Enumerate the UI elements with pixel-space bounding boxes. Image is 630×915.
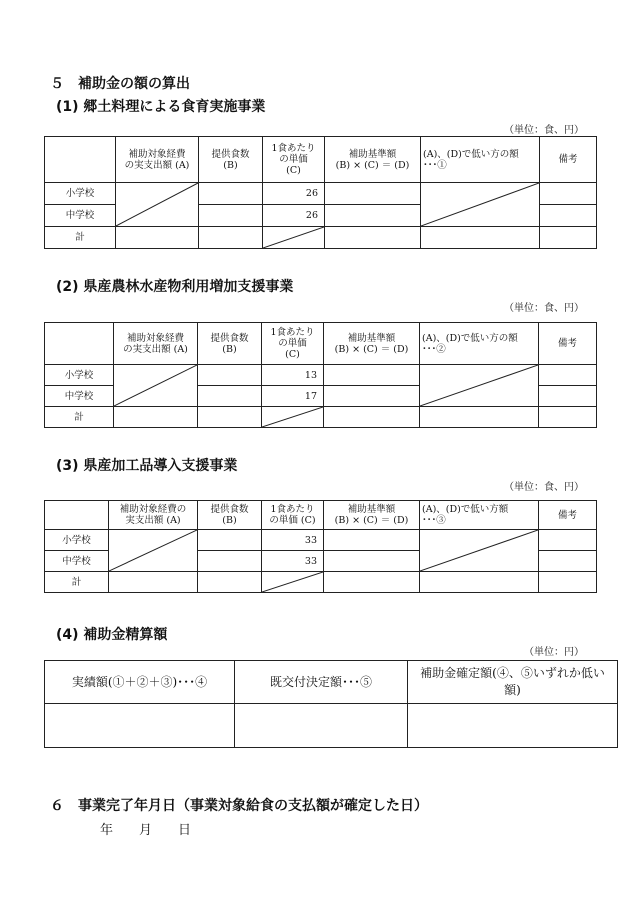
t4-header-issued: 既交付決定額･･･⑤ bbox=[235, 661, 408, 704]
t1-header-unit-price: 1食あたり の単価 (C) bbox=[263, 137, 325, 183]
t2-price-total-slash bbox=[262, 407, 324, 428]
t1-remarks-total[interactable] bbox=[540, 227, 597, 249]
t2-meals-junior[interactable] bbox=[198, 386, 262, 407]
t2-standard-junior[interactable] bbox=[324, 386, 420, 407]
t4-unit: （単位：円） bbox=[524, 647, 584, 658]
t1-header-meals: 提供食数 (B) bbox=[199, 137, 263, 183]
t2-title: (2) 県産農林水産物利用増加支援事業 bbox=[56, 279, 294, 295]
section5-title: ５ 補助金の額の算出 bbox=[50, 76, 190, 92]
t2-header-lower: (A)、(D)で低い方の額 ･･･② bbox=[420, 323, 539, 365]
t2-price-junior: 17 bbox=[262, 386, 324, 407]
t1-standard-total[interactable] bbox=[325, 227, 421, 249]
t1-header-standard: 補助基準額 (B) × (C) ＝ (D) bbox=[325, 137, 421, 183]
t1-unit: （単位：食、円） bbox=[504, 125, 584, 136]
t4-final-value[interactable] bbox=[408, 704, 618, 748]
t2-meals-total[interactable] bbox=[198, 407, 262, 428]
t3-row-label-elementary: 小学校 bbox=[45, 530, 109, 551]
t2-standard-elementary[interactable] bbox=[324, 365, 420, 386]
t3-remarks-total[interactable] bbox=[539, 572, 597, 593]
t1-lower-total[interactable] bbox=[421, 227, 540, 249]
t1-expense-total[interactable] bbox=[116, 227, 199, 249]
t1-title: (1) 郷土料理による食育実施事業 bbox=[56, 99, 266, 115]
t2-header-blank bbox=[45, 323, 114, 365]
t4-title: (4) 補助金精算額 bbox=[56, 627, 168, 643]
t4-actual-value[interactable] bbox=[45, 704, 235, 748]
t3-meals-junior[interactable] bbox=[198, 551, 262, 572]
t2-row-label-total: 計 bbox=[45, 407, 114, 428]
t2-lower-total[interactable] bbox=[420, 407, 539, 428]
t3-header-remarks: 備考 bbox=[539, 501, 597, 530]
t1-header-lower: (A)、(D)で低い方の額 ･･･① bbox=[421, 137, 540, 183]
t2-standard-total[interactable] bbox=[324, 407, 420, 428]
t3-row-label-junior: 中学校 bbox=[45, 551, 109, 572]
t3-row-label-total: 計 bbox=[45, 572, 109, 593]
t3-price-junior: 33 bbox=[262, 551, 324, 572]
t2-lower-slash bbox=[420, 365, 539, 407]
t2-meals-elementary[interactable] bbox=[198, 365, 262, 386]
t3-header-lower: (A)、(D)で低い方額 ･･･③ bbox=[420, 501, 539, 530]
t3-expense-slash bbox=[109, 530, 198, 572]
t2-unit: （単位：食、円） bbox=[504, 303, 584, 314]
t3-standard-total[interactable] bbox=[324, 572, 420, 593]
t1-meals-total[interactable] bbox=[199, 227, 263, 249]
t2-header-unit-price: 1食あたり の単価 (C) bbox=[262, 323, 324, 365]
t2-expense-total[interactable] bbox=[114, 407, 198, 428]
t1-meals-elementary[interactable] bbox=[199, 183, 263, 205]
t2-header-meals: 提供食数 (B) bbox=[198, 323, 262, 365]
t2-header-standard: 補助基準額 (B) × (C) ＝ (D) bbox=[324, 323, 420, 365]
t3-title: (3) 県産加工品導入支援事業 bbox=[56, 458, 238, 474]
completion-date[interactable]: 年 月 日 bbox=[100, 823, 192, 838]
t4-header-final: 補助金確定額(④、⑤いずれか低い 額) bbox=[408, 661, 618, 704]
t1-row-label-junior: 中学校 bbox=[45, 205, 116, 227]
t2-price-elementary: 13 bbox=[262, 365, 324, 386]
t2-row-label-elementary: 小学校 bbox=[45, 365, 114, 386]
t3-header-unit-price: 1食あたり の単価 (C) bbox=[262, 501, 324, 530]
t4-issued-value[interactable] bbox=[235, 704, 408, 748]
t1-header-remarks: 備考 bbox=[540, 137, 597, 183]
t2-remarks-junior[interactable] bbox=[539, 386, 597, 407]
t3-header-expense: 補助対象経費の 実支出額 (A) bbox=[109, 501, 198, 530]
section6-title: ６ 事業完了年月日（事業対象給食の支払額が確定した日） bbox=[50, 798, 428, 814]
t3-unit: （単位：食、円） bbox=[504, 482, 584, 493]
t1-standard-junior[interactable] bbox=[325, 205, 421, 227]
t2-row-label-junior: 中学校 bbox=[45, 386, 114, 407]
t3-lower-total[interactable] bbox=[420, 572, 539, 593]
t3-header-standard: 補助基準額 (B) × (C) ＝ (D) bbox=[324, 501, 420, 530]
t3-lower-slash bbox=[420, 530, 539, 572]
t1-header-blank bbox=[45, 137, 116, 183]
t4-table bbox=[44, 660, 618, 748]
t3-remarks-elementary[interactable] bbox=[539, 530, 597, 551]
t2-table bbox=[44, 322, 597, 428]
t2-expense-slash bbox=[114, 365, 198, 407]
t3-price-elementary: 33 bbox=[262, 530, 324, 551]
t1-table bbox=[44, 136, 597, 249]
t3-table bbox=[44, 500, 597, 593]
t3-expense-total[interactable] bbox=[109, 572, 198, 593]
t3-header-meals: 提供食数 (B) bbox=[198, 501, 262, 530]
t1-meals-junior[interactable] bbox=[199, 205, 263, 227]
t4-header-actual: 実績額(①＋②＋③)･･･④ bbox=[45, 661, 235, 704]
t3-meals-total[interactable] bbox=[198, 572, 262, 593]
t1-row-label-total: 計 bbox=[45, 227, 116, 249]
t1-price-junior: 26 bbox=[263, 205, 325, 227]
t2-header-expense: 補助対象経費 の実支出額 (A) bbox=[114, 323, 198, 365]
t1-expense-slash bbox=[116, 183, 199, 227]
t3-price-total-slash bbox=[262, 572, 324, 593]
t3-meals-elementary[interactable] bbox=[198, 530, 262, 551]
t1-header-expense: 補助対象経費 の実支出額 (A) bbox=[116, 137, 199, 183]
t2-remarks-total[interactable] bbox=[539, 407, 597, 428]
t1-remarks-elementary[interactable] bbox=[540, 183, 597, 205]
t1-standard-elementary[interactable] bbox=[325, 183, 421, 205]
t2-header-remarks: 備考 bbox=[539, 323, 597, 365]
t3-remarks-junior[interactable] bbox=[539, 551, 597, 572]
t1-row-label-elementary: 小学校 bbox=[45, 183, 116, 205]
t2-remarks-elementary[interactable] bbox=[539, 365, 597, 386]
t3-standard-junior[interactable] bbox=[324, 551, 420, 572]
t1-price-total-slash bbox=[263, 227, 325, 249]
t3-header-blank bbox=[45, 501, 109, 530]
t3-standard-elementary[interactable] bbox=[324, 530, 420, 551]
t1-remarks-junior[interactable] bbox=[540, 205, 597, 227]
t1-lower-slash bbox=[421, 183, 540, 227]
t1-price-elementary: 26 bbox=[263, 183, 325, 205]
